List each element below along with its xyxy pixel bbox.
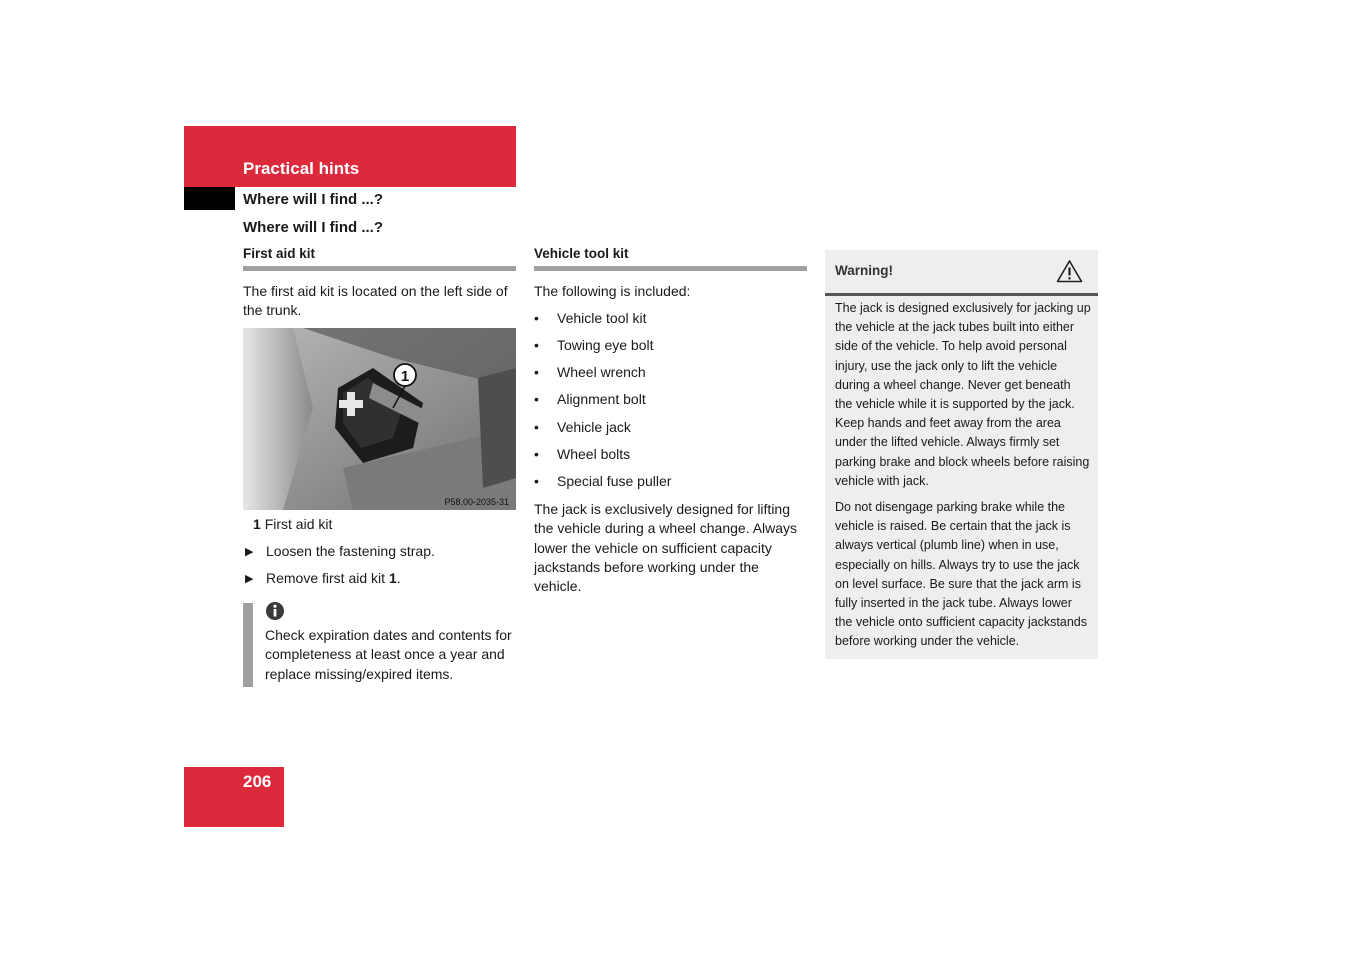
- trunk-illustration: [243, 328, 516, 510]
- bullet-dot: •: [534, 337, 539, 353]
- step-end: .: [396, 570, 401, 586]
- arrow-right-icon: ▶: [245, 546, 254, 558]
- bullet-dot: •: [534, 364, 539, 380]
- warning-triangle-icon: [1056, 259, 1083, 283]
- bullet-dot: •: [534, 473, 539, 489]
- tool-kit-rule: [534, 266, 807, 271]
- tool-kit-heading: Vehicle tool kit: [534, 246, 629, 261]
- list-item-label: Vehicle tool kit: [557, 310, 647, 326]
- section-title: Practical hints: [243, 159, 360, 178]
- subsection-marker: [184, 187, 235, 210]
- step-ref: 1: [388, 570, 397, 586]
- page-title: Where will I find ...?: [243, 219, 384, 236]
- tool-kit-intro: The following is included:: [534, 283, 691, 299]
- bullet-dot: •: [534, 419, 539, 435]
- first-aid-rule: [243, 266, 516, 271]
- step-text-main: Remove first aid kit: [266, 570, 389, 586]
- first-aid-intro: The first aid kit is located on the left side of the trunk.: [243, 283, 508, 319]
- list-item-label: Vehicle jack: [557, 419, 631, 435]
- step-text: [266, 570, 401, 586]
- first-aid-kit-photo: [243, 328, 516, 510]
- figure-code: P58.00-2035-31: [444, 497, 509, 507]
- page-number: 206: [243, 772, 272, 791]
- subsection-title: Where will I find ...?: [243, 191, 384, 208]
- caption-number: 1: [253, 516, 261, 532]
- arrow-right-icon: ▶: [245, 573, 254, 585]
- bullet-dot: •: [534, 446, 539, 462]
- list-item-label: Towing eye bolt: [557, 337, 654, 353]
- list-item-label: Wheel bolts: [557, 446, 631, 462]
- info-note-bar: [243, 603, 253, 687]
- figure-caption: [253, 515, 332, 534]
- warning-title: Warning!: [835, 263, 893, 278]
- list-item-label: Special fuse puller: [557, 473, 672, 489]
- warning-rule: [825, 293, 1098, 296]
- figure-callout-number: 1: [400, 368, 410, 385]
- warning-paragraph: The jack is designed exclusively for jacking up the vehicle at the jack tubes built into either side of the vehicle. To help avoid personal injury, use the jack only to lift the vehicle during a wheel change. Never get beneath the vehicle while it is supported by the jack. Keep hands and feet away from the area under the lifted vehicle. Always firmly set parking brake and block wheels before raising vehicle with jack.: [835, 301, 1091, 488]
- bullet-dot: •: [534, 391, 539, 407]
- warning-paragraph: Do not disengage parking brake while the vehicle is raised. Be certain that the jack is always vertical (plumb line) when in use, especially on hills. Always try to use the jack on level surface. Be sure that the jack arm is fully inserted in the jack tube. Always lower the vehicle onto sufficient capacity jackstands before working under the vehicle.: [835, 500, 1087, 649]
- list-item-label: Wheel wrench: [557, 364, 646, 380]
- first-aid-heading: First aid kit: [243, 246, 316, 261]
- info-icon: [265, 601, 285, 621]
- bullet-dot: •: [534, 310, 539, 326]
- tool-kit-note: The jack is exclusively designed for lifting the vehicle during a wheel change. Always lower the vehicle on sufficient capacity jackstands before working under the vehicle.: [534, 501, 798, 595]
- list-item-label: Alignment bolt: [557, 391, 646, 407]
- caption-text: First aid kit: [264, 516, 333, 532]
- info-note-text: Check expiration dates and contents for completeness at least once a year and replace missing/expired items.: [265, 627, 512, 682]
- step-text: Loosen the fastening strap.: [266, 543, 435, 559]
